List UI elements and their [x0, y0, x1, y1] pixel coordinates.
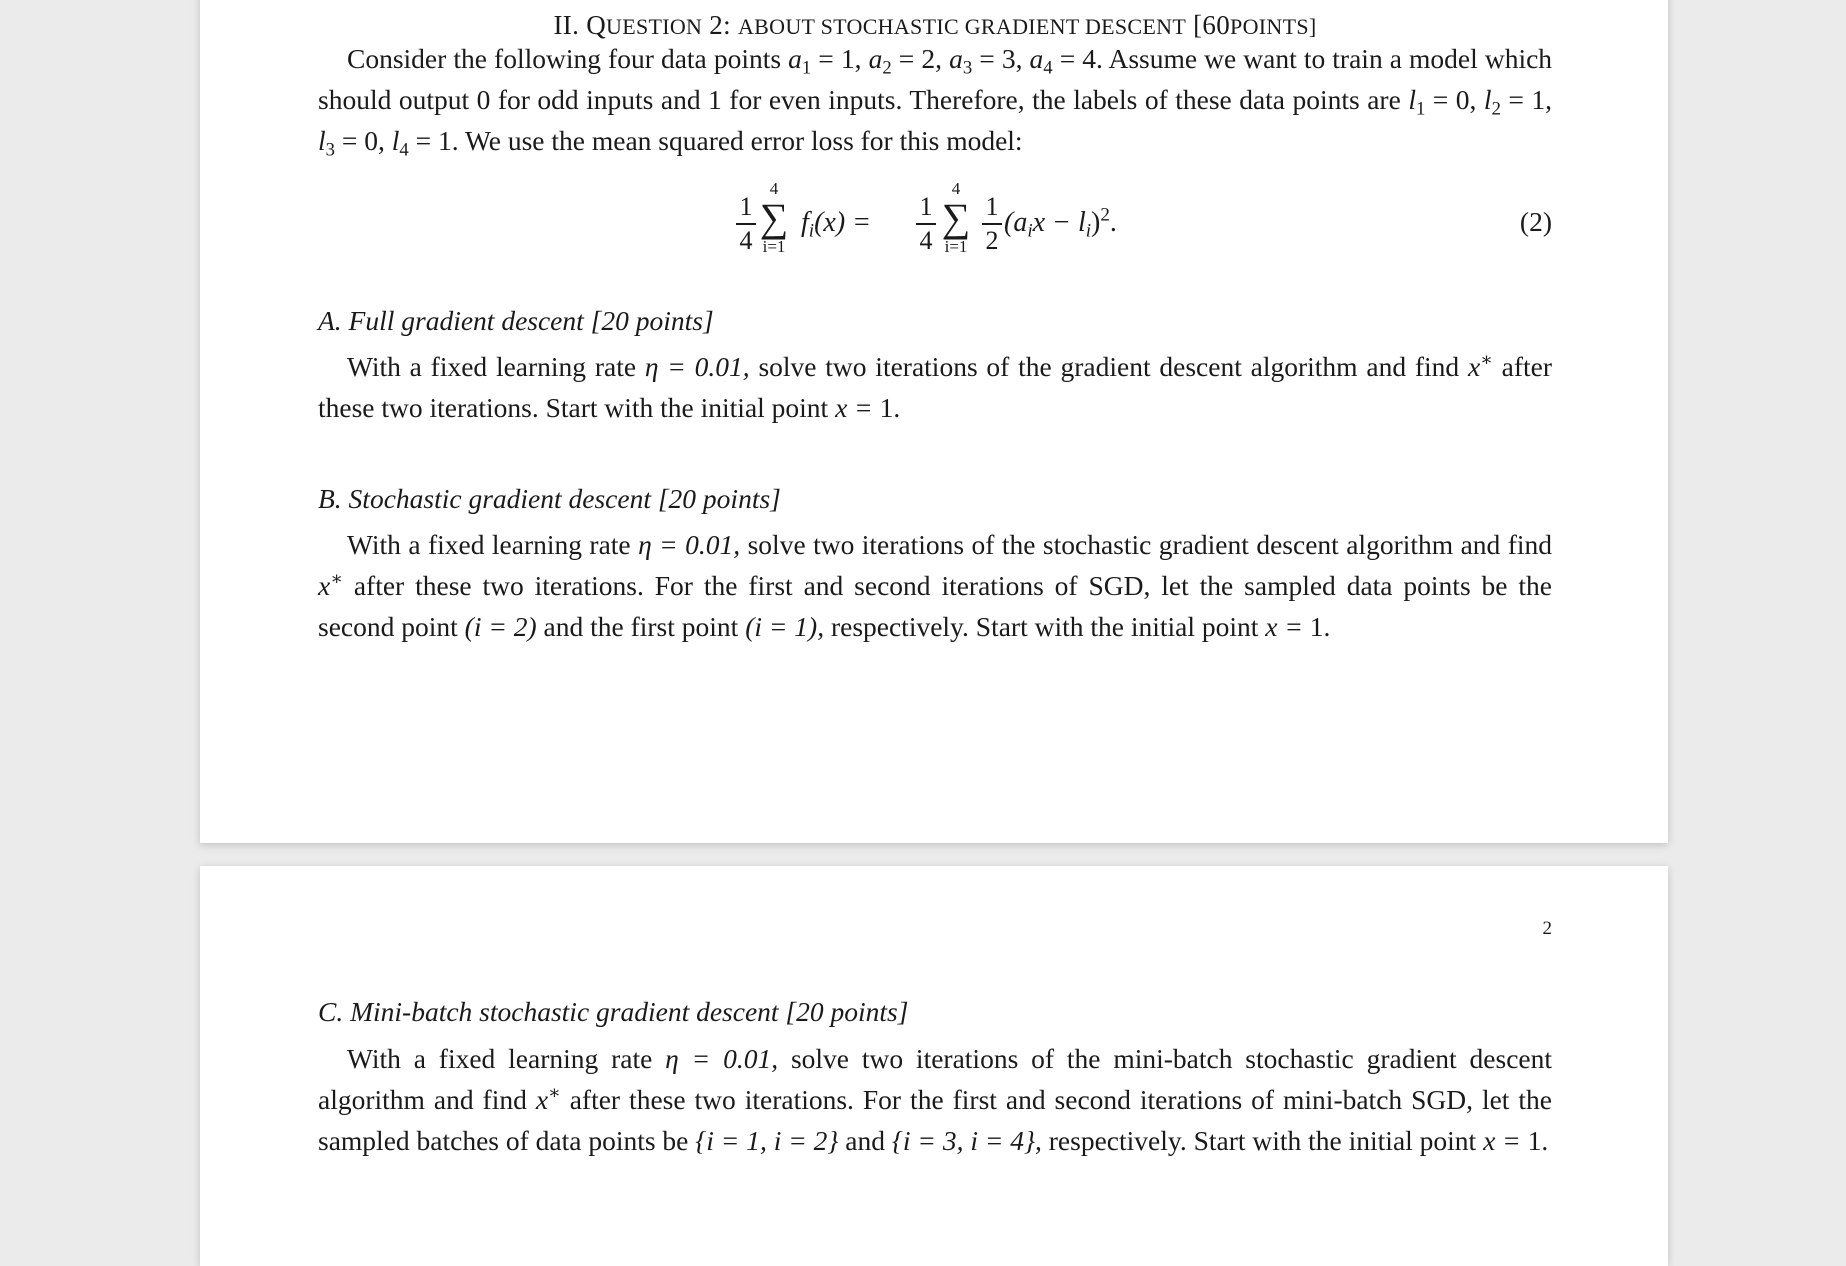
lhs-sub: i: [808, 220, 815, 242]
section-title-points-value: [60: [1193, 10, 1231, 40]
math-a: a: [868, 43, 883, 74]
section-title-word: UESTION: [606, 14, 703, 39]
text: 1.: [879, 392, 901, 423]
loss-equation: [318, 180, 1552, 280]
math-value: = 2,: [898, 43, 942, 74]
text: With a fixed learning rate: [347, 351, 637, 382]
subsection-a-title: A. Full gradient descent [20 points]: [318, 305, 714, 336]
sum-upper-limit: 4: [769, 179, 779, 198]
math-batch-1: {i = 1, i = 2}: [695, 1125, 839, 1156]
math-l: l: [1483, 84, 1492, 115]
math-x-eq: x =: [1483, 1125, 1521, 1156]
lhs-term: [801, 207, 872, 242]
rhs-x-minus-l: x − l: [1032, 207, 1086, 238]
lhs-f: f: [801, 207, 809, 238]
subsection-a-paragraph: [318, 346, 1552, 428]
text: after these two iterations. For the first and second iterations of SGD, let the sampled data points be the second point: [318, 570, 1553, 642]
text: 1.: [1527, 1125, 1549, 1156]
sum-lower-limit: i=1: [762, 237, 786, 256]
math-value: = 1,: [818, 43, 862, 74]
fraction-denominator: 4: [739, 225, 753, 255]
fraction-numerator: 1: [919, 192, 933, 221]
math-batch-2: {i = 3, i = 4},: [891, 1125, 1042, 1156]
subsection-c-title: C. Mini-batch stochastic gradient descent [20 points]: [318, 996, 909, 1027]
math-sub: 3: [325, 139, 335, 161]
math-x-eq: x =: [1265, 611, 1303, 642]
math-star: ∗: [330, 568, 343, 590]
rhs-sub: i: [1027, 220, 1033, 242]
sum-lower-limit: i=1: [944, 237, 968, 256]
page-1: [200, 0, 1668, 843]
summation-2: [936, 180, 976, 256]
math-sub: 1: [1415, 98, 1426, 120]
rhs-close: ): [1091, 207, 1101, 238]
math-x: x: [318, 570, 331, 601]
section-title-points-label: POINTS]: [1230, 14, 1317, 39]
math-i-2: (i = 2): [464, 611, 537, 642]
sum-upper-limit: 4: [951, 179, 961, 198]
math-a: a: [949, 43, 963, 74]
section-title-initial: Q: [586, 10, 607, 40]
math-eta: η = 0.01,: [665, 1043, 779, 1074]
rhs-a: (a: [1004, 207, 1028, 238]
math-sub: 3: [962, 57, 973, 79]
rhs-term: [1004, 204, 1117, 242]
math-l: l: [318, 125, 326, 156]
math-value: = 1,: [1508, 84, 1553, 115]
math-a: a: [788, 43, 802, 74]
math-value: = 0,: [341, 125, 385, 156]
math-star: ∗: [1480, 349, 1493, 371]
math-value: = 3,: [979, 43, 1023, 74]
math-sub: 4: [399, 139, 409, 161]
text: solve two iterations of the mini-batch stochastic gradient descent algorithm and find: [318, 1043, 1553, 1115]
fraction-denominator: 2: [985, 225, 999, 255]
fraction-one-quarter: [736, 194, 756, 254]
intro-text-2: Assume we want to train a model which should output 0 for odd inputs and 1 for even inputs. Therefore, the labels of these data points are: [318, 43, 1553, 115]
fraction-one-quarter-2: [916, 194, 936, 254]
text: respectively. Start with the initial point: [830, 611, 1259, 642]
text: and the first point: [543, 611, 739, 642]
math-x: x: [1467, 351, 1481, 382]
subsection-c-paragraph: [318, 1038, 1552, 1161]
fraction-bar: [982, 223, 1002, 225]
summation-1: [754, 180, 794, 256]
math-value: = 4.: [1059, 43, 1103, 74]
section-heading: [318, 10, 1552, 41]
text: solve two iterations of the gradient descent algorithm and find: [758, 351, 1460, 382]
math-value: = 0,: [1432, 84, 1477, 115]
math-star: ∗: [548, 1082, 561, 1104]
math-eta: η = 0.01,: [638, 529, 741, 560]
math-sub: 1: [801, 57, 812, 79]
math-eta: η = 0.01,: [644, 351, 750, 382]
subsection-b-paragraph: [318, 524, 1552, 647]
rhs-power: 2: [1100, 204, 1110, 226]
math-x-eq: x =: [835, 392, 873, 423]
text: 1.: [1309, 611, 1331, 642]
intro-text-1: Consider the following four data points: [347, 43, 782, 74]
fraction-denominator: 4: [919, 225, 933, 255]
fraction-numerator: 1: [739, 192, 753, 221]
text: solve two iterations of the stochastic gradient descent algorithm and find: [747, 529, 1553, 560]
math-l: l: [1408, 84, 1416, 115]
section-numeral: II.: [553, 10, 580, 40]
fraction-numerator: 1: [985, 192, 999, 221]
math-sub: 2: [882, 57, 892, 79]
rhs-period: .: [1109, 207, 1117, 238]
math-sub: 2: [1491, 98, 1501, 120]
text: With a fixed learning rate: [347, 1043, 653, 1074]
page-2: [200, 866, 1668, 1266]
math-x: x: [535, 1084, 549, 1115]
math-i-1: (i = 1),: [745, 611, 825, 642]
text: With a fixed learning rate: [347, 529, 631, 560]
text: after these two iterations. Start with the initial point: [318, 351, 1553, 423]
fraction-bar: [736, 223, 756, 225]
text: and: [845, 1125, 885, 1156]
lhs-arg: (x) =: [814, 207, 872, 238]
section-title-number: 2:: [709, 10, 731, 40]
section-title-topic: ABOUT STOCHASTIC GRADIENT DESCENT: [737, 14, 1187, 39]
fraction-one-half: [982, 194, 1002, 254]
subsection-b-title: B. Stochastic gradient descent [20 points]: [318, 483, 781, 514]
intro-text-3: We use the mean squared error loss for this model:: [465, 125, 1023, 156]
page-number: 2: [1542, 918, 1552, 939]
text: respectively. Start with the initial point: [1048, 1125, 1477, 1156]
fraction-bar: [916, 223, 936, 225]
math-value: = 1.: [415, 125, 459, 156]
sigma-symbol: ∑: [759, 195, 789, 240]
math-a: a: [1029, 43, 1044, 74]
intro-paragraph: [318, 38, 1552, 161]
math-sub: 4: [1043, 57, 1053, 79]
equation-number: (2): [1519, 206, 1552, 237]
sigma-symbol: ∑: [941, 195, 971, 240]
rhs-sub-2: i: [1085, 220, 1092, 242]
text: after these two iterations. For the first and second iterations of mini-batch SGD, let the sampled batches of data points be: [318, 1084, 1553, 1156]
math-l: l: [391, 125, 400, 156]
